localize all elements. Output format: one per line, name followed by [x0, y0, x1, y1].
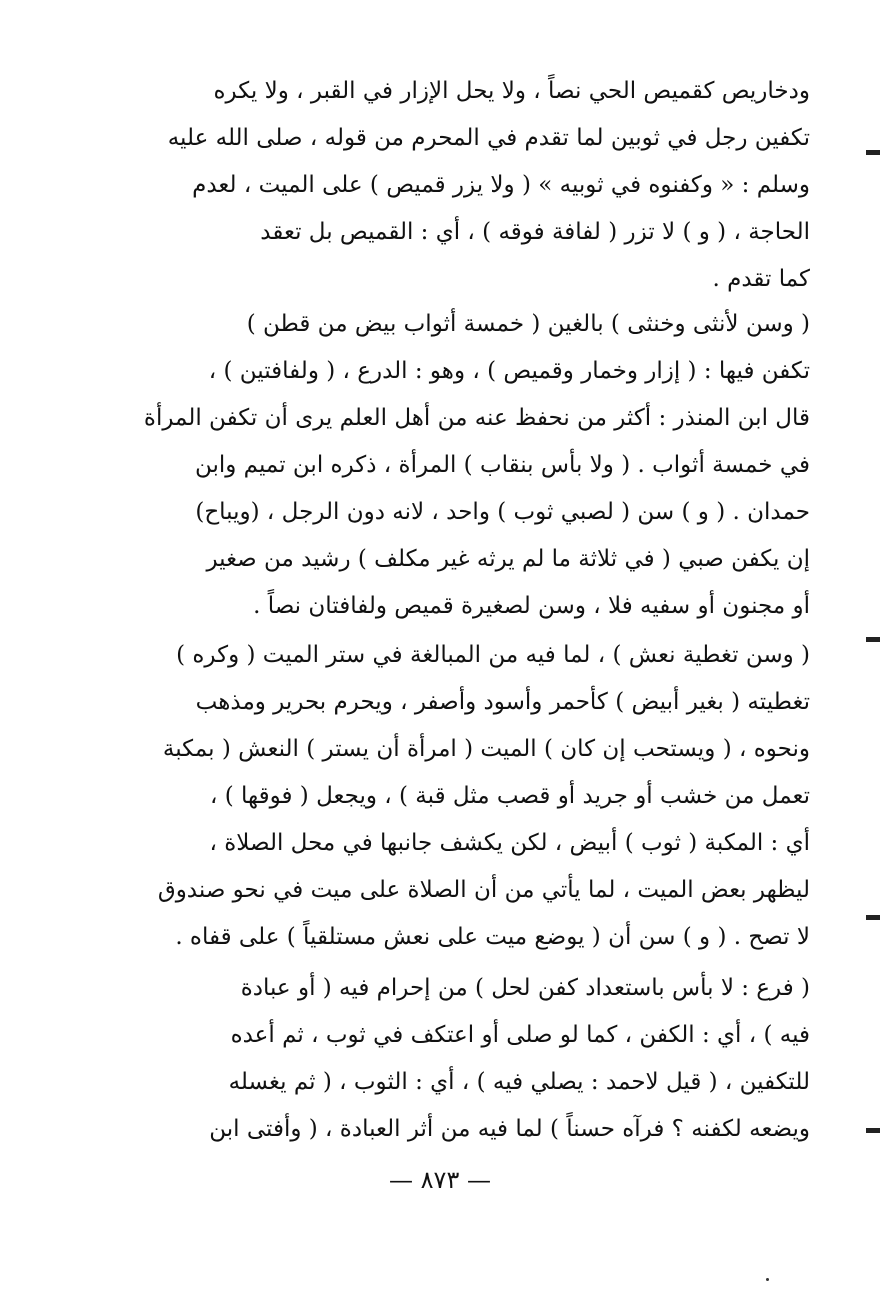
scan-edge-mark [866, 915, 880, 920]
text-line: الحاجة ، ( و ) لا تزر ( لفافة فوقه ) ، أي : القميص بل تعقد [260, 219, 810, 245]
paragraph-3 [140, 632, 810, 961]
text-line: فيه ) ، أي : الكفن ، كما لو صلى أو اعتكف في ثوب ، ثم أعده [230, 1022, 810, 1048]
paragraph-4 [140, 965, 810, 1153]
text-line: في خمسة أثواب . ( ولا بأس بنقاب ) المرأة ، ذكره ابن تميم وابن [194, 452, 810, 478]
text-line: للتكفين ، ( قيل لاحمد : يصلي فيه ) ، أي : الثوب ، ( ثم يغسله [228, 1069, 810, 1095]
text-line: قال ابن المنذر : أكثر من نحفظ عنه من أهل العلم يرى أن تكفن المرأة [143, 405, 810, 431]
scan-edge-mark [866, 637, 880, 642]
paragraph-2 [140, 301, 810, 630]
text-line: تغطيته ( بغير أبيض ) كأحمر وأسود وأصفر ، ويحرم بحرير ومذهب [195, 689, 810, 715]
text-line: حمدان . ( و ) سن ( لصبي ثوب ) واحد ، لانه دون الرجل ، (ويباح) [195, 499, 810, 525]
text-line: ( فرع : لا بأس باستعداد كفن لحل ) من إحرام فيه ( أو عبادة [240, 975, 810, 1001]
text-line: ( وسن تغطية نعش ) ، لما فيه من المبالغة في ستر الميت ( وكره ) [176, 642, 810, 668]
scan-edge-mark [866, 1128, 880, 1133]
page-number: — ٨٧٣ — [389, 1166, 491, 1194]
text-line: وسلم : « وكفنوه في ثوبيه » ( ولا يزر قميص ) على الميت ، لعدم [192, 172, 810, 198]
text-line: أي : المكبة ( ثوب ) أبيض ، لكن يكشف جانبها في محل الصلاة ، [209, 830, 810, 856]
text-line: ليظهر بعض الميت ، لما يأتي من أن الصلاة على ميت في نحو صندوق [157, 877, 810, 903]
text-line: تكفين رجل في ثوبين لما تقدم في المحرم من قوله ، صلى الله عليه [167, 125, 810, 151]
text-line: لا تصح . ( و ) سن أن ( يوضع ميت على نعش مستلقياً ) على قفاه . [175, 924, 810, 950]
text-line: إن يكفن صبي ( في ثلاثة ما لم يرثه غير مكلف ) رشيد من صغير [206, 546, 810, 572]
scan-edge-mark [866, 150, 880, 155]
text-line: كما تقدم . [712, 266, 810, 292]
text-line: ويضعه لكفنه ؟ فرآه حسناً ) لما فيه من أثر العبادة ، ( وأفتى ابن [209, 1116, 810, 1142]
text-line: تعمل من خشب أو جريد أو قصب مثل قبة ) ، ويجعل ( فوقها ) ، [210, 783, 810, 809]
text-line: ( وسن لأنثى وخنثى ) بالغين ( خمسة أثواب بيض من قطن ) [246, 311, 810, 337]
paragraph-1 [140, 68, 810, 303]
text-line: ونحوه ، ( ويستحب إن كان ) الميت ( امرأة أن يستر ) النعش ( بمكبة [162, 736, 810, 762]
scan-speck [766, 1278, 769, 1281]
text-line: ودخاريص كقميص الحي نصاً ، ولا يحل الإزار في القبر ، ولا يكره [213, 78, 810, 104]
text-line: تكفن فيها : ( إزار وخمار وقميص ) ، وهو : الدرع ، ( ولفافتين ) ، [208, 358, 810, 384]
text-line: أو مجنون أو سفيه فلا ، وسن لصغيرة قميص ولفافتان نصاً . [253, 593, 810, 619]
